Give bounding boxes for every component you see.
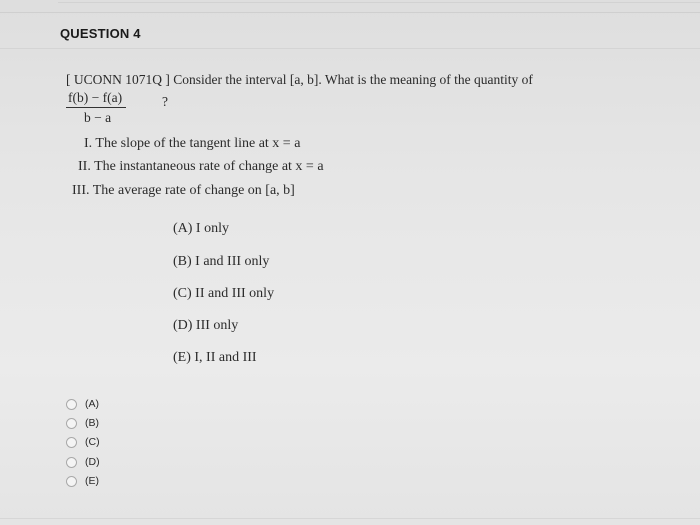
choice-e-text: (E) I, II and III — [173, 350, 257, 365]
radio-button-c[interactable] — [66, 437, 77, 448]
answer-label-c[interactable]: (C) — [85, 436, 100, 448]
radio-button-a[interactable] — [66, 399, 77, 410]
choice-c-text: (C) II and III only — [173, 286, 275, 301]
answer-label-e[interactable]: (E) — [85, 475, 99, 487]
top-rule — [0, 12, 700, 13]
answer-label-b[interactable]: (B) — [85, 417, 99, 429]
choice-b-text: (B) I and III only — [173, 254, 270, 269]
title-divider — [0, 48, 700, 49]
choice-d-text: (D) III only — [173, 318, 239, 333]
question-stem — [66, 72, 666, 125]
radio-button-e[interactable] — [66, 476, 77, 487]
statement-iii: III. The average rate of change on [a, b] — [72, 183, 295, 198]
statement-i: I. The slope of the tangent line at x = a — [84, 136, 301, 151]
answer-option-a[interactable] — [66, 396, 99, 412]
answer-option-e[interactable] — [66, 473, 99, 489]
answer-label-a[interactable]: (A) — [85, 398, 99, 410]
statement-ii: II. The instantaneous rate of change at x = a — [78, 159, 324, 174]
answer-option-c[interactable] — [66, 434, 100, 450]
choice-a-text: (A) I only — [173, 221, 229, 236]
header-rule — [58, 2, 700, 3]
radio-button-b[interactable] — [66, 418, 77, 429]
fraction-question-mark: ? — [162, 94, 168, 109]
fraction-numerator: f(b) − f(a) — [66, 90, 126, 108]
radio-button-d[interactable] — [66, 457, 77, 468]
answer-option-b[interactable] — [66, 415, 99, 431]
difference-quotient — [66, 90, 168, 125]
answer-label-d[interactable]: (D) — [85, 456, 100, 468]
fraction-denominator: b − a — [84, 110, 112, 125]
answer-option-d[interactable] — [66, 454, 100, 470]
question-stem-text: [ UCONN 1071Q ] Consider the interval [a, b]. What is the meaning of the quantity of — [66, 72, 533, 87]
question-title: QUESTION 4 — [60, 26, 141, 41]
bottom-rule — [0, 518, 700, 519]
